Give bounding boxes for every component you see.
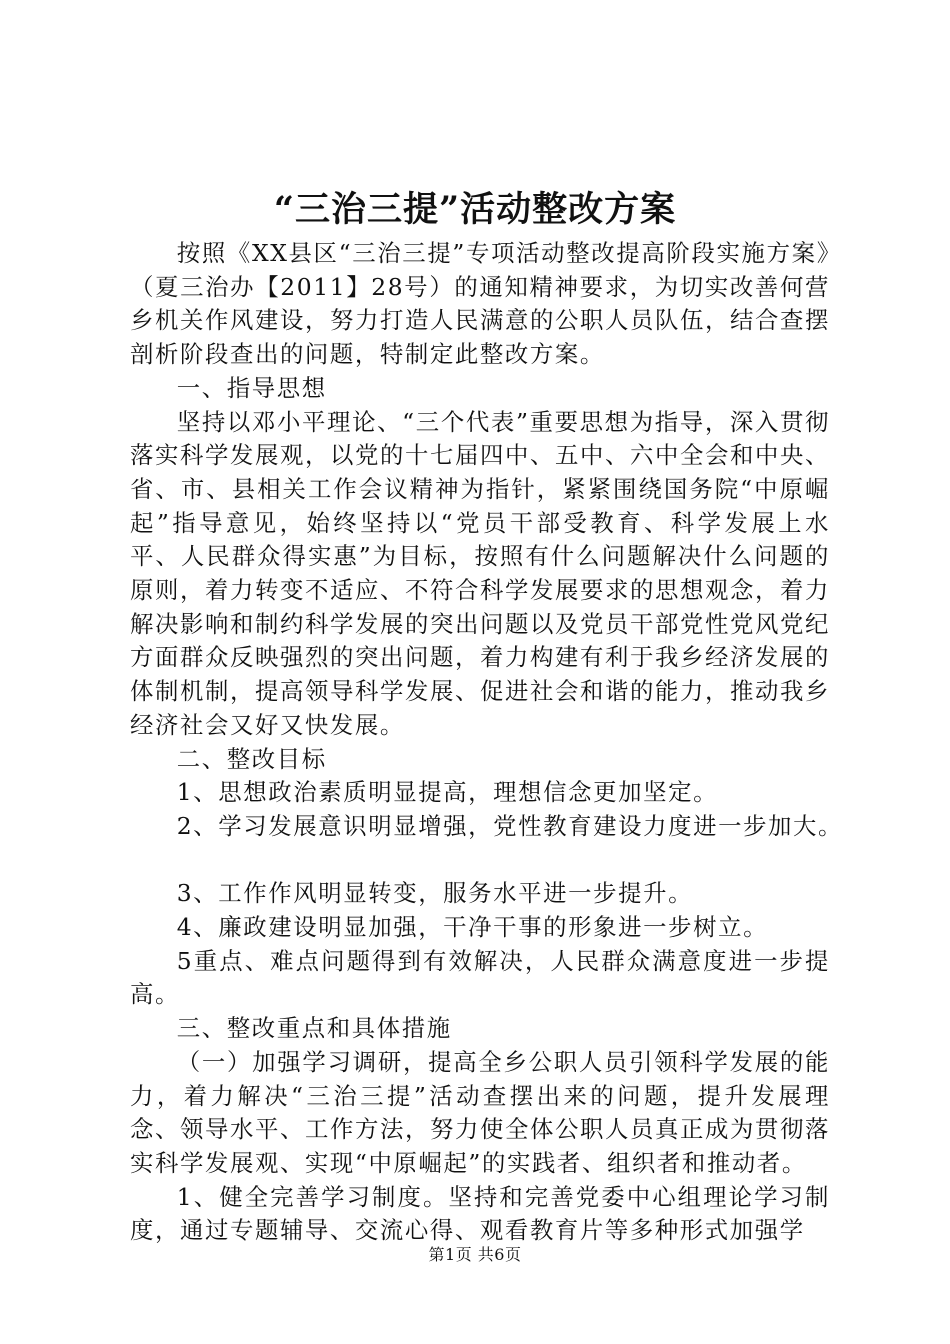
section-heading-key-measures: 三、整改重点和具体措施 [176, 1014, 452, 1043]
goal-item-4: 4、廉政建设明显加强，干净干事的形象进一步树立。 [176, 913, 769, 942]
goal-item-3: 3、工作作风明显转变，服务水平进一步提升。 [176, 879, 694, 908]
goal-item-5: 5重点、难点问题得到有效解决，人民群众满意度进一步提高。 [130, 946, 830, 1009]
blank-line [130, 844, 830, 878]
intro-paragraph: 按照《XX县区“三治三提”专项活动整改提高阶段实施方案》（夏三治办【2011】28号）的通知精神要求，为切实改善何营乡机关作风建设，努力打造人民满意的公职人员队伍，结合查摆剖析阶段查出的问题，特制定此整改方案。 [130, 239, 830, 369]
goal-item-1: 1、思想政治素质明显提高，理想信念更加坚定。 [176, 778, 719, 807]
section-heading-guiding-ideology: 一、指导思想 [176, 373, 327, 402]
guiding-ideology-paragraph: 坚持以邓小平理论、“三个代表”重要思想为指导，深入贯彻落实科学发展观，以党的十七届四中、五中、六中全会和中央、省、市、县相关工作会议精神为指针，紧紧围绕国务院“中原崛起”指导意见，始终坚持以“党员干部受教育、科学发展上水平、人民群众得实惠”为目标，按照有什么问题解决什么问题的原则，着力转变不适应、不符合科学发展要求的思想观念，着力解决影响和制约科学发展的突出问题以及党员干部党性党风党纪方面群众反映强烈的突出问题，着力构建有利于我乡经济发展的体制机制，提高领导科学发展、促进社会和谐的能力，推动我乡经济社会又好又快发展。 [130, 407, 830, 739]
page-number-footer: 第1页 共6页 [428, 1245, 522, 1264]
measure-item-1: 1、健全完善学习制度。坚持和完善党委中心组理论学习制度，通过专题辅导、交流心得、观看教育片等多种形式加强学 [130, 1182, 830, 1245]
document-body [130, 237, 844, 1248]
section-heading-rectification-goals: 二、整改目标 [176, 744, 327, 773]
goal-item-2: 2、学习发展意识明显增强，党性教育建设力度进一步加大。 [176, 811, 844, 840]
document-title: “三治三提”活动整改方案 [273, 189, 677, 230]
measure-subsection-1: （一）加强学习调研，提高全乡公职人员引领科学发展的能力，着力解决“三治三提”活动查摆出来的问题，提升发展理念、领导水平、工作方法，努力使全体公职人员真正成为贯彻落实科学发展观、实现“中原崛起”的实践者、组织者和推动者。 [130, 1047, 830, 1177]
